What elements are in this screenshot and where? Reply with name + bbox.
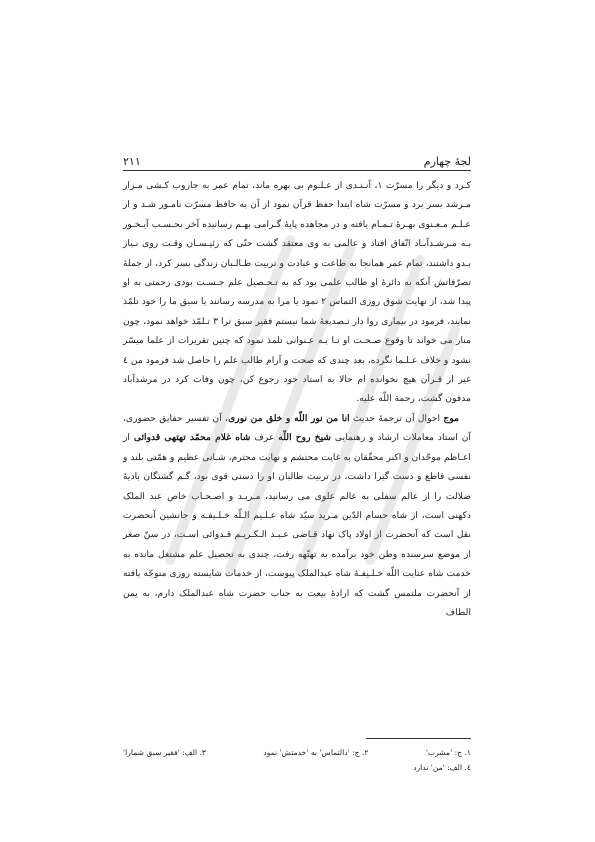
- paragraph-2-text: احوال آن ترجمهٔ حدیث: [349, 412, 444, 424]
- paragraph-1: کـرد و دیگر را مسرّت ۱، آنـنـدی از عـلـوم بی بهره ماند، تمام عمر به جاروب کـشی مـزار مـرشد بسر برد و مسرّت شاه ابتدا حفظ قرآن نمود از آن به حافظ مسرّت نامـور شـد و از عـلـم مـعـنوی بهـرهٔ تـمـام یافته و در مجاهده پایهٔ گـرامی بهـم رسانیده آخر بحـسـب آیـخـور بـه مـرشـدآبـاد اتّفاق افتاد و عالمی به وی معتقد گشت حتّی که رئیـسـان وقـت روی نـیاز بـدو داشتند، تمام عمر همانجا به طاعت و عبادت و تربیت طـالـبان زندگی بسر کرد، از جملهٔ تصرّفاتش آنکه به دائرهٔ او طالب علمی بود که به تـحـصیل علم جـسـت بودی زحمتی به او پیدا شد، از نهایت شوق روزی التماس ۲ نمود یا مرا به مدرسه رسانند یا سبق ما را خود تلمّذ نمایند، فرمود در بیماری روا دار تـصدیعهٔ شما نیستم فقیر سبق ترا ۳ تـلمّذ خواهد نمود، چون منار می خواند تا وقوع صـحـت او تـا بـه عـنوانی تلمذ نمود که چنین تقریرات از علما میسّر نشود و خلاف عـلـما نگرده، بعد چندی که صحت و آرام طالب علم را حاصل شد فرمود من ٤ غیر از قـرآن هیچ نخوانده ام حالا به استاد خود رجوع کن، چون وفات کرد در مرشدآباد مدفون گشت، رحمة اللّه علیه.: [123, 180, 471, 405]
- footnote-row: [123, 760, 471, 775]
- body-text: [123, 176, 471, 622]
- paragraph-2: [123, 409, 471, 622]
- section-lead: موج: [443, 412, 459, 424]
- footnotes: [123, 745, 471, 775]
- person-name: شاه غلام محمّد تهتهی قدوائی: [133, 432, 251, 444]
- hadith-title: انا من نور اللّه و خلق من نوری: [228, 412, 350, 424]
- paragraph-2-text: از اعـاظم موحّدان و اکبر محقّقان به غایت محتشم و نهایت محترم، شـانی عظیم و همّتی بلند و نفسی قاطع و دست گیرا داشت، در تربیت طالبان او را دستی قوی بود، گـم گشتگان بادیهٔ ضلالت را از عالم سفلی به عالم علوی می رسانید، مـریـد و اصـحـاب خاص عبد الملک دکهنی است، از شاه حسام الدّین مـرید سیّد شاه عـلـیم الـلّه خـلـیفـه و جانشین آنحضرت نقل است که آنحضرت از اولاد پاک نهاد قـاضی عـبـد الـکـریـم قـدوائی اسـت، در سنّ صغر از موضع سرسنده وطن خود برآمده به تهتّهه رفت، چندی به تحصیل علم مشتغل مانده به خدمت شاه عنایت اللّه خـلـیفـهٔ شاه عبدالملک پیوست، از خدمات شایسته روزی متوجّه یافته از آنحضرت ملتمس گشت که ارادهٔ بیعت به جناب حضرت شاه عبدالملک دارم، به یمن الطاف: [123, 432, 471, 618]
- footnote-3: ۳. الف: 'فقیر سبق شمارا': [123, 748, 206, 757]
- footnote-4: ٤. الف: 'من' ندارد: [413, 763, 471, 772]
- paragraph-2-text: ، آن تفسیر حقایق حضوری، آن استاد معاملات ارشاد و رهنمایی: [123, 412, 471, 444]
- footnote-rule: [366, 738, 471, 739]
- chapter-title: لجهٔ چهارم: [423, 155, 471, 168]
- page-number: ۲۱۱: [123, 155, 141, 168]
- running-header: [123, 150, 471, 168]
- footnote-1: ۱. ج: 'مشرب': [425, 748, 471, 757]
- header-rule: [123, 170, 471, 171]
- paragraph-2-text: عرف: [250, 432, 279, 444]
- footnote-row: [123, 745, 471, 760]
- person-name: شیخ روح اللّه: [278, 432, 332, 444]
- footnote-2: ۲. ج: 'دالتماس' به 'خدمتش' نمود: [263, 748, 369, 757]
